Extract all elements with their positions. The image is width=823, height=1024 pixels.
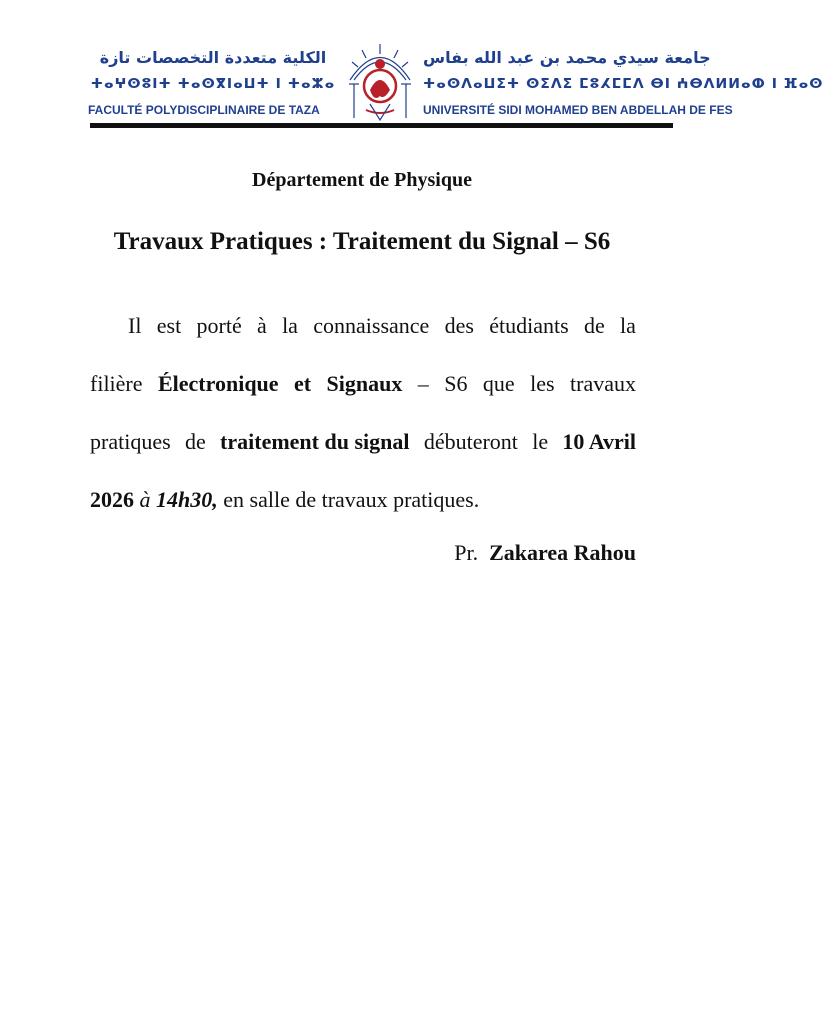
signature-prefix: Pr. xyxy=(454,540,479,565)
faculty-block xyxy=(88,48,338,118)
paragraph-line-4: 2026 à 14h30, en salle de travaux pratiques. xyxy=(90,487,480,512)
university-name-tifinagh: ⵜⴰⵙⴷⴰⵡⵉⵜ ⵙⵉⴷⵉ ⵎⵓⵃⵎⵎⴷ ⴱⵏ ⵄⴱⴷⵍⵍⴰⵀ ⵏ ⴼⴰⵙ xyxy=(423,76,823,92)
signature xyxy=(454,540,636,566)
university-name-arabic: جامعة سيدي محمد بن عبد الله بفاس xyxy=(423,48,711,67)
paragraph-line-1: Il est porté à la connaissance des étudiants de la xyxy=(128,313,636,338)
university-name-french: UNIVERSITÉ SIDI MOHAMED BEN ABDELLAH DE FES xyxy=(423,103,733,117)
signature-name: Zakarea Rahou xyxy=(489,540,636,565)
start-time: 14h30, xyxy=(156,487,218,512)
paragraph-line-2: filière Électronique et Signaux – S6 que les travaux xyxy=(90,371,636,396)
program-name: Électronique xyxy=(157,371,279,396)
header-divider xyxy=(90,123,673,128)
start-date: 10 Avril xyxy=(562,429,636,454)
course-name: traitement du signal xyxy=(220,429,410,454)
department-heading: Département de Physique xyxy=(252,169,472,191)
letterhead xyxy=(88,40,823,130)
university-emblem-icon xyxy=(340,40,420,122)
faculty-name-tifinagh: ⵜⴰⵖⵙⵓⵏⵜ ⵜⴰⵙⴳⵏⴰⵡⵜ ⵏ ⵜⴰⵣⴰ xyxy=(90,76,336,92)
faculty-name-arabic: الكلية متعددة التخصصات تازة xyxy=(99,48,327,67)
paragraph-line-3: pratiques de traitement du signal débuteront le 10 Avril xyxy=(90,429,636,454)
page-title: Travaux Pratiques : Traitement du Signal – S6 xyxy=(113,228,611,255)
faculty-name-french: FACULTÉ POLYDISCIPLINAIRE DE TAZA xyxy=(88,103,320,117)
university-block xyxy=(423,48,823,118)
